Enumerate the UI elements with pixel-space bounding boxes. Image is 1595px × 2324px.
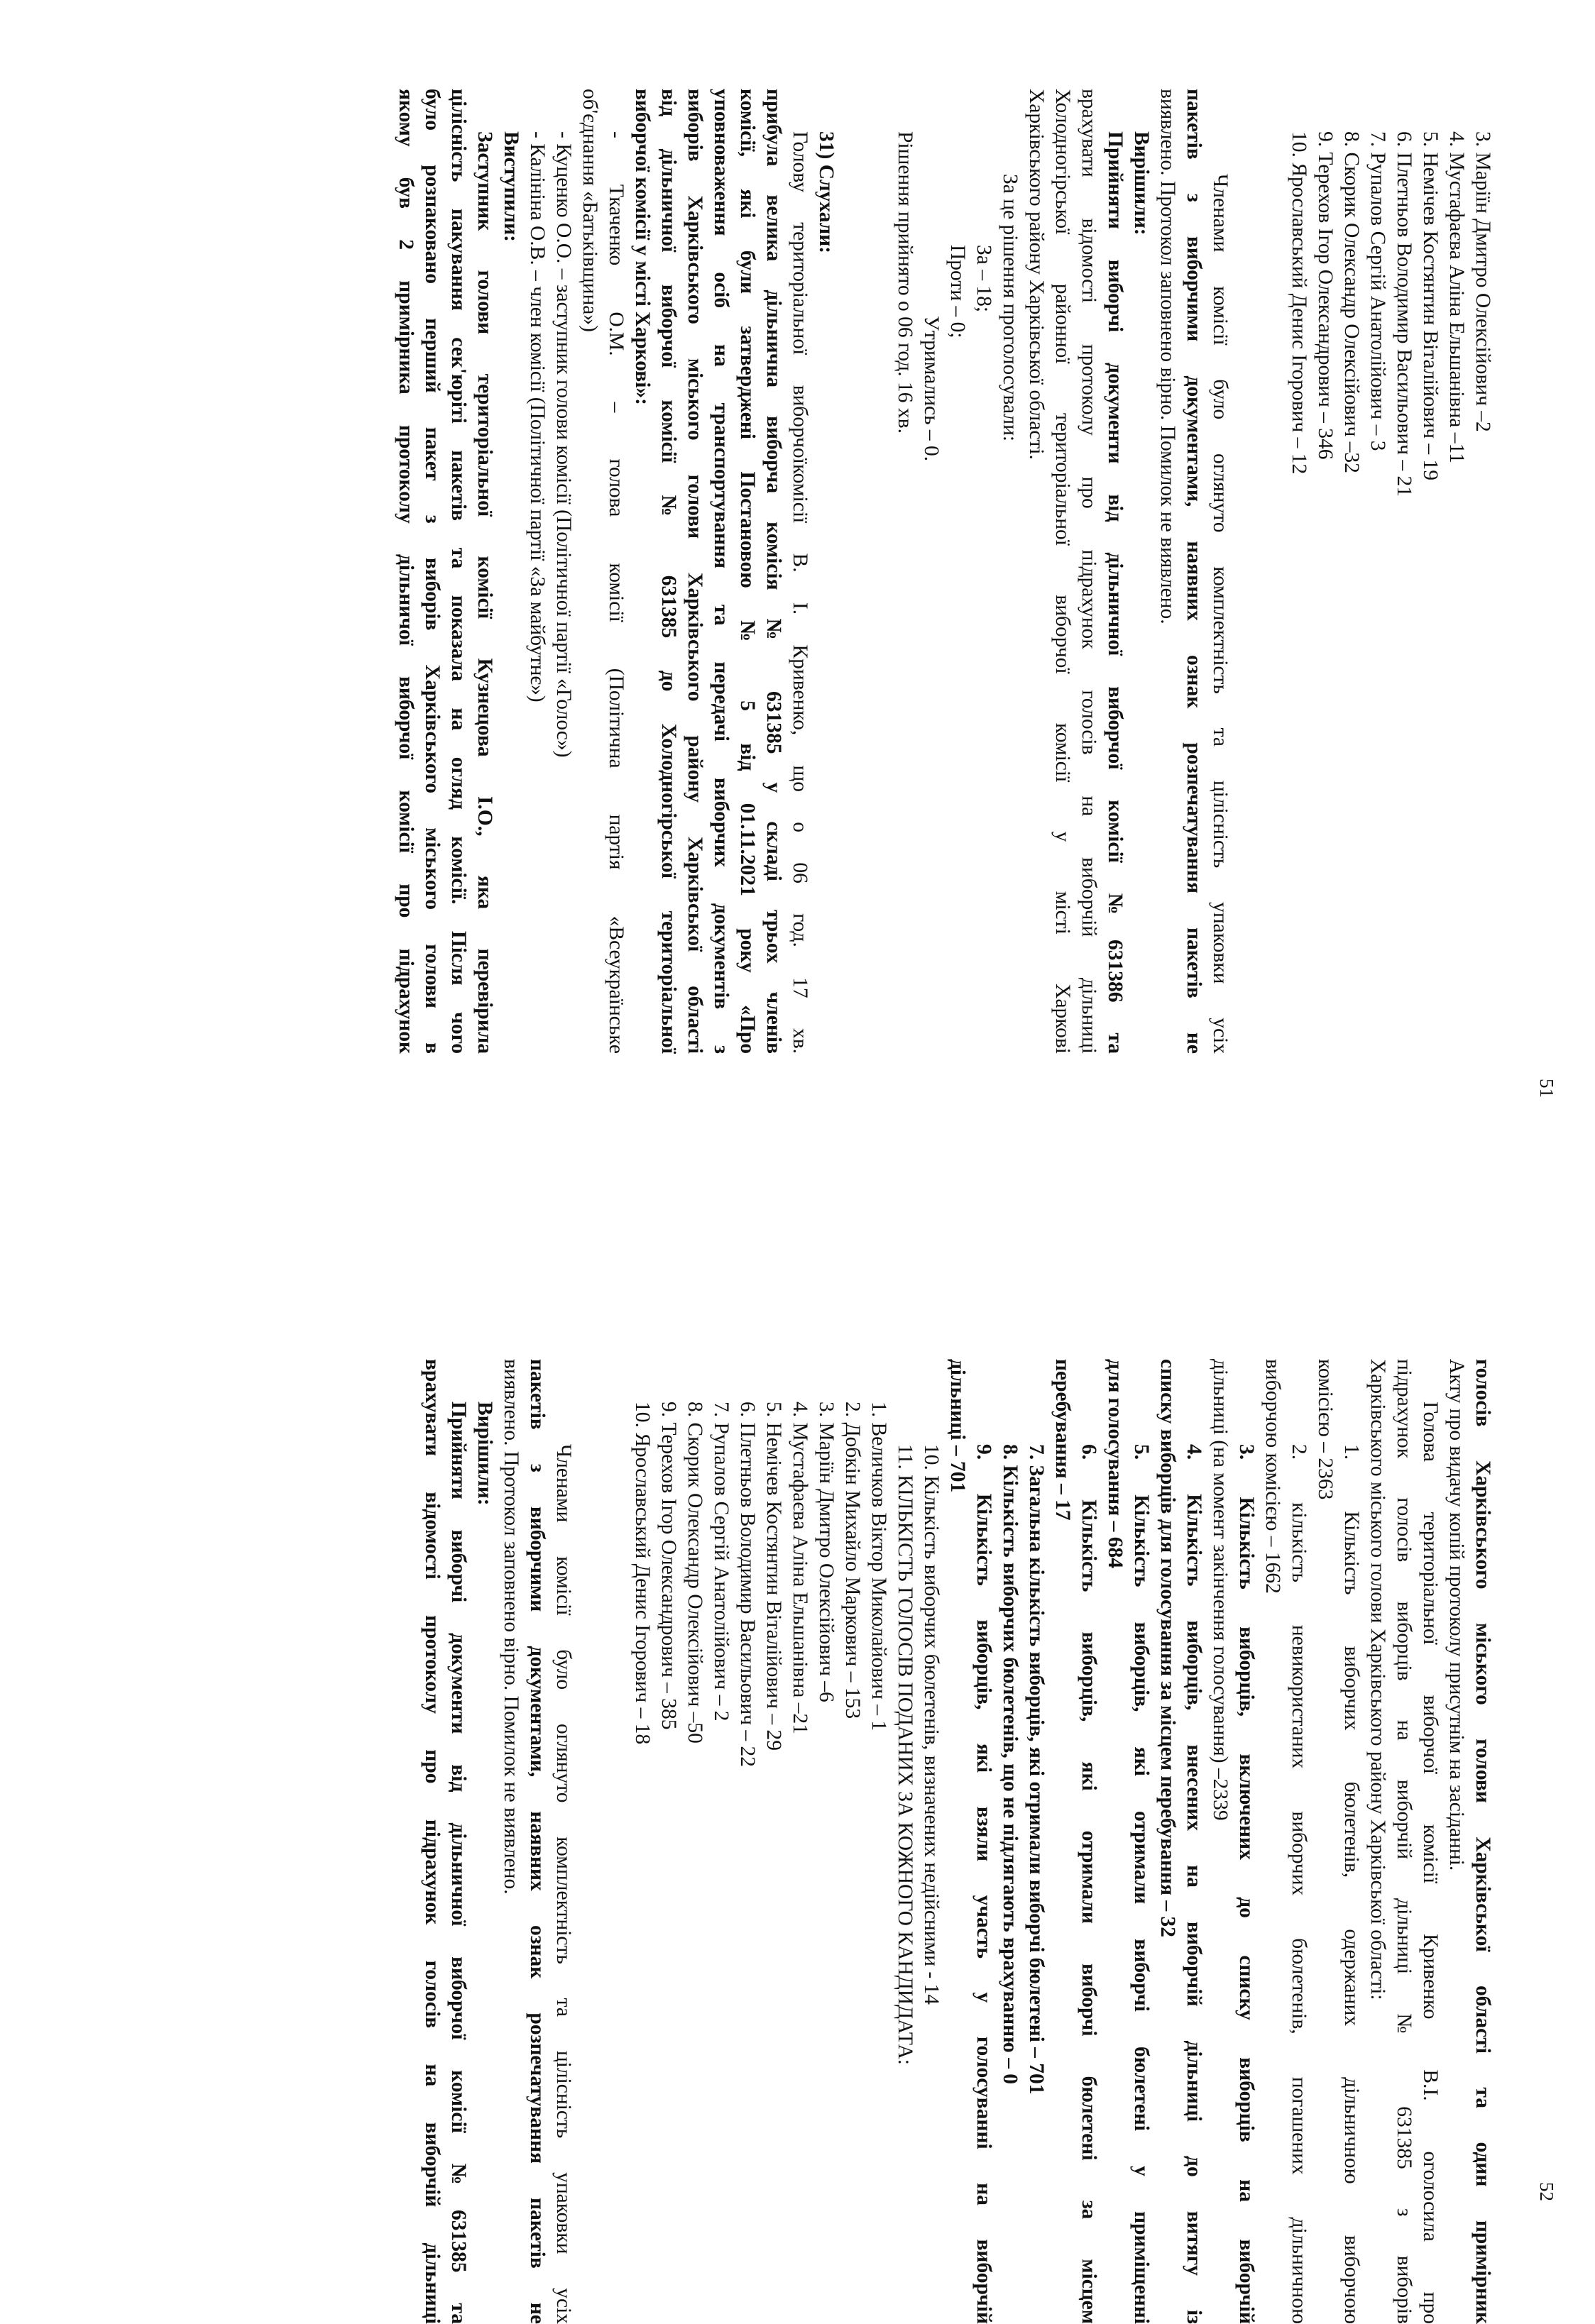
inspection-text: виявлено. Протокол заповнено вірно. Помилок не виявлено. [1156,89,1179,624]
inspection-text: Членами комісії було оглянуто комплектність та цілісність упаковки усіх [1209,174,1232,1054]
item-31-text: уповноваження осіб на транспортування та передачі виборчих документів з [710,89,733,1054]
list-item: 7. Рупалов Сергій Анатолійович – 3 [1366,131,1389,451]
result-item: 5. Кількість виборців, які отримали виборчі бюлетені у приміщенні [1130,1444,1153,2324]
result-item: 3. Кількість виборців, включених до списку виборців на виборчій [1235,1444,1258,2324]
list-item: 9. Терехов Ігор Олександрович – 385 [657,1401,680,1730]
candidate-results-list [629,1359,892,2324]
courier-member: - Куценко О.О. – заступник голови комісії (Політичної партії «Голос») [552,131,575,758]
courier-member: - Калініна О.В. – член комісії (Політичної партії «За майбутнє») [526,131,549,703]
item-31-text: комісії, які були затверджені Постановою № 5 від 01.11.2021 року «Про [736,89,759,1054]
result-item: для голосування – 684 [1104,1359,1127,1568]
vote-abstain: Утримались – 0. [920,316,943,462]
page-right [33,1359,1496,2324]
list-item: 5. Немічев Костянтин Віталійович – 19 [1419,131,1442,480]
decision-time: Рішення прийнято о 06 год. 16 хв. [894,131,916,434]
courier-member: - Ткаченко О.М. – голова комісії (Політична партія «Всеукраїнське [605,131,627,1054]
resolution-text: врахувати відомості протоколу про підрахунок голосів на виборчій дільниці [421,1359,444,2324]
inspection-text: пакетів з виборчими документами, наявних ознак розпечатування пакетів не [1183,89,1205,1054]
list-item: 10. Ярославський Денис Ігорович – 18 [631,1401,654,1745]
item-31-text: виборів Харківського міського голови Харківського району Харківської області [684,89,706,1054]
resolution-text: врахувати відомості протоколу про підрахунок голосів на виборчій дільниці [1078,89,1100,1054]
list-item: 8. Скорик Олександр Олексійович –50 [684,1401,706,1744]
result-item: 4. Кількість виборців, внесених на виборчій дільниці до витягу із [1183,1444,1205,2324]
resolution-text: Холодногірської районної територіальної виборчої комісії у місті Харкові [1051,89,1074,1054]
result-item: 11. КІЛЬКІСТЬ ГОЛОСІВ ПОДАНИХ ЗА КОЖНОГО КАНДИДАТА: [894,1444,916,2065]
announcement-text: Голова територіальної виборчої комісії Кривенко В.І. оголосила про [1419,1401,1442,2324]
result-item: перебування – 17 [1051,1359,1074,1521]
page-number-right: 52 [1536,2182,1557,2201]
announcement-text: підрахунок голосів виборців на виборчій дільниці № 631385 з виборів [1393,1359,1415,2324]
result-item: виборчою комісією – 1662 [1261,1359,1284,1594]
list-item: 1. Величков Віктор Миколайович – 1 [867,1401,890,1731]
item-31-text: від дільничної виборчої комісії № 631385 до Холодногірської територіальної [657,89,680,1054]
resolution-text: Харківського району Харківської області. [1025,89,1048,460]
result-item: комісією – 2363 [1314,1359,1337,1500]
result-item: 2. кількість невикористаних виборчих бюлетенів, погашених дільничною [1288,1444,1310,2324]
list-item: 4. Мустафаєва Аліна Ельшанівна –11 [1445,131,1468,463]
list-item: 3. Маріїн Дмитро Олексійович –2 [1471,131,1494,432]
result-item: 6. Кількість виборців, які отримали виборчі бюлетені за місцем [1078,1444,1100,2324]
result-item: дільниці (на момент закінчення голосування) –2339 [1209,1359,1232,1821]
list-item: 7. Рупалов Сергій Анатолійович – 2 [710,1401,733,1722]
list-item: 8. Скорик Олександр Олексійович –32 [1340,131,1363,473]
result-item: 9. Кількість виборців, які взяли участь у голосуванні на виборчій [972,1444,995,2324]
vote-intro: За це рішення проголосували: [999,174,1021,442]
result-item: списку виборців для голосування за місцем перебування – 32 [1156,1359,1179,1937]
resolved-label: Вирішили: [1130,131,1153,236]
list-item: 5. Немічев Костянтин Віталійович – 29 [762,1401,785,1751]
speech-text: було розпаковано перший пакет з виборів Харківського міського голови в [421,89,444,1054]
vote-against: Проти – 0; [946,245,969,338]
speech-text: цілісність пакування сек'юріті пакетів та показала на огляд комісії. Після чого [447,89,470,1054]
result-item: 1. Кількість виборчих бюлетенів, одержаних дільничною виборчою [1340,1444,1363,2324]
list-item: 6. Плетньов Володимир Васильович – 22 [736,1401,759,1767]
page-number-left: 51 [1536,1079,1557,1098]
result-item: 7. Загальна кількість виборців, які отримали виборчі бюлетені – 701 [1025,1444,1048,2095]
list-item: 6. Плетньов Володимир Васильович – 21 [1393,131,1415,497]
continued-text: Акту про видачу копій протоколу присутнім на засіданні. [1445,1359,1468,1871]
result-item: дільниці – 701 [946,1359,969,1493]
page-left [33,89,1496,1054]
result-item: 10. Кількість виборчих бюлетенів, визначених недійсними - 14 [920,1444,943,2005]
resolved-label: Вирішили: [473,1401,496,1506]
inspection-text: Членами комісії було оглянуто комплектність та цілісність упаковки усіх [552,1444,575,2324]
speech-text: Заступник голови територіальної комісії Кузнецова І.О., яка перевірила [473,131,496,1054]
announcement-text: Харківського міського голови Харківського району Харківської області: [1366,1359,1389,2000]
list-item: 2. Добкін Михайло Маркович – 153 [841,1401,864,1719]
item-31-text: прибула велика дільнична виборча комісія № 631385 у складі трьох членів [762,89,785,1054]
inspection-text: пакетів з виборчими документами, наявних ознак розпечатування пакетів не [526,1359,549,2324]
list-item: 3. Маріїн Дмитро Олексійович –6 [815,1401,838,1702]
list-item: 4. Мустафаєва Аліна Ельшанівна –21 [789,1401,811,1734]
spoke-label: Виступили: [500,131,522,242]
list-item: 10. Ярославський Денис Ігорович – 12 [1288,131,1310,475]
resolution-text: Прийняти виборчі документи від дільничної виборчої комісії №631385 та [447,1401,470,2324]
item-31-text: виборчої комісії у місті Харкові»: [631,89,654,405]
candidate-results-list-previous [1286,89,1496,1054]
list-item: 9. Терехов Ігор Олександрович – 346 [1314,131,1337,460]
courier-member: об'єднання «Батьківщина») [579,89,601,332]
resolution-text: Прийняти виборчі документи від дільничної виборчої комісії №631386 та [1104,131,1127,1054]
result-item: 8. Кількість виборчих бюлетенів, що не підлягають врахуванню – 0 [999,1444,1021,2084]
inspection-text: виявлено. Протокол заповнено вірно. Помилок не виявлено. [500,1359,522,1895]
continued-text: голосів Харківського міського голови Харківської області та один примірник [1471,1359,1494,2324]
speech-text: якому був 2 примірника протоколу дільничої виборчої комісії про підрахунок [395,89,417,1054]
item-31-text: Голову територіальної виборчоїкомісії В. І. Кривенко, що о 06 год. 17 хв. [789,131,811,1054]
item-31-heading: 31) Слухали: [815,131,838,254]
vote-for: За – 18; [972,245,995,313]
